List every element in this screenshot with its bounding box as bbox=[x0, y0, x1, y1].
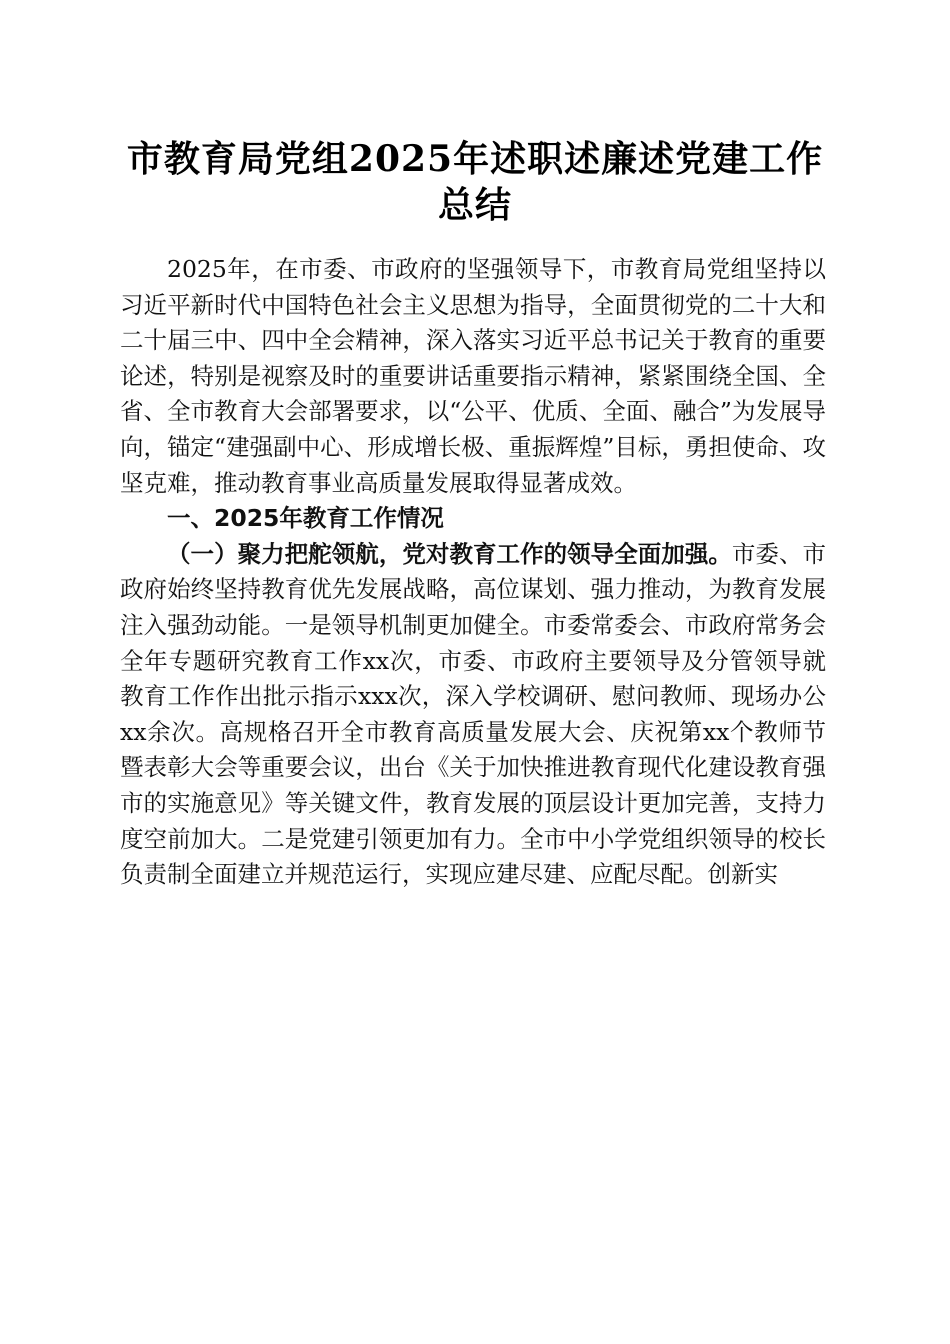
subsection-body: 市委、市政府始终坚持教育优先发展战略，高位谋划、强力推动，为教育发展注入强劲动能。一是领导机制更加健全。市委常委会、市政府常务会全年专题研究教育工作xx次，市委、市政府主要领导及分管领导就教育工作作出批示指示xxx次，深入学校调研、慰问教师、现场办公xx余次。高规格召开全市教育高质量发展大会、庆祝第xx个教师节暨表彰大会等重要会议，出台《关于加快推进教育现代化建设教育强市的实施意见》等关键文件，教育发展的顶层设计更加完善，支持力度空前加大。二是党建引领更加有力。全市中小学党组织领导的校长负责制全面建立并规范运行，实现应建尽建、应配尽配。创新实 bbox=[120, 539, 827, 889]
document-title: 市教育局党组2025年述职述廉述党建工作总结 bbox=[126, 138, 824, 226]
document-body bbox=[120, 252, 826, 893]
intro-paragraph: 2025年，在市委、市政府的坚强领导下，市教育局党组坚持以习近平新时代中国特色社会主义思想为指导，全面贯彻党的二十大和二十届三中、四中全会精神，深入落实习近平总书记关于教育的重要论述，特别是视察及时的重要讲话重要指示精神，紧紧围绕全国、全省、全市教育大会部署要求，以“公平、优质、全面、融合”为发展导向，锚定“建强副中心、形成增长极、重振辉煌”目标，勇担使命、攻坚克难，推动教育事业高质量发展取得显著成效。 bbox=[120, 255, 826, 497]
subsection-heading: （一）聚力把舵领航，党对教育工作的领导全面加强。 bbox=[167, 539, 732, 568]
subsection-paragraph bbox=[120, 537, 826, 893]
section-heading: 一、2025年教育工作情况 bbox=[167, 504, 444, 533]
